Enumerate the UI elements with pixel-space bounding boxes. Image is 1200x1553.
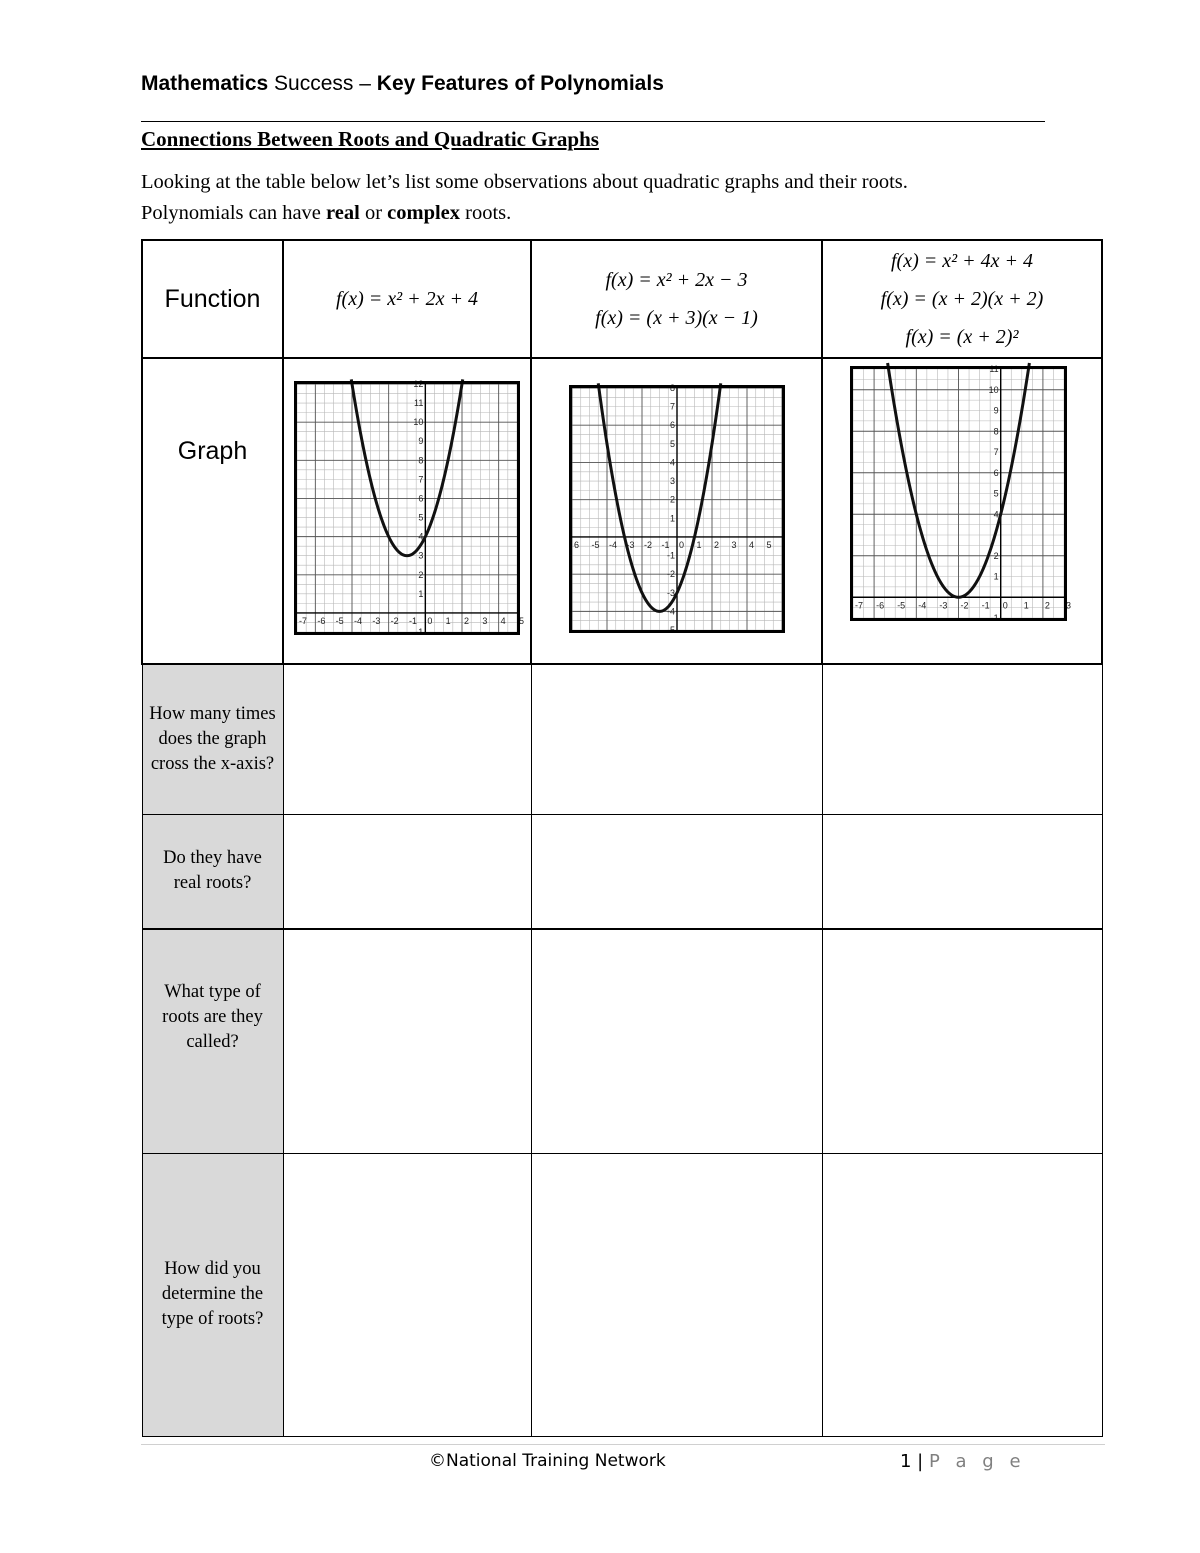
page-number: 1 [900, 1451, 912, 1472]
equation-3-line-1: f(x) = x² + 4x + 4 [891, 250, 1033, 272]
y-tick-label: -3 [666, 587, 675, 598]
y-tick-label: 4 [418, 531, 424, 542]
x-tick-label: -2 [390, 615, 399, 626]
x-tick-label: 5 [519, 615, 525, 626]
y-tick-label: -2 [666, 569, 675, 580]
graph-1-plot [294, 379, 525, 637]
document-header [141, 72, 664, 96]
y-tick-label: 6 [669, 420, 675, 431]
x-tick-label: -4 [609, 539, 618, 550]
determine-answer-3[interactable] [822, 1153, 1102, 1436]
minor-grid [297, 384, 517, 632]
x-tick-label: -4 [918, 600, 927, 611]
y-tick-label: 4 [993, 509, 999, 520]
function-row [142, 240, 1102, 358]
y-tick-label: -1 [666, 550, 675, 561]
y-tick-label: 5 [418, 512, 424, 523]
intro-real-word: real [326, 202, 360, 224]
intro-line-1: Looking at the table below let’s list some observations about quadratic graphs and their roots. [141, 171, 908, 193]
header-rule [141, 121, 1045, 122]
x-tick-label: 3 [482, 615, 488, 626]
graph-cell-3 [822, 358, 1102, 664]
function-cell-2 [531, 240, 822, 358]
footer-page [900, 1451, 1026, 1472]
y-tick-label: -1 [990, 613, 999, 623]
equation-3-line-3: f(x) = (x + 2)² [905, 326, 1019, 348]
intro-line-2-pre: Polynomials can have [141, 202, 327, 224]
x-tick-label: -7 [299, 615, 308, 626]
graph-cell-1 [283, 358, 531, 664]
y-tick-label: 8 [669, 383, 675, 393]
y-tick-label: 9 [993, 405, 999, 416]
y-tick-label: 7 [993, 447, 999, 457]
graph-label: Graph [142, 358, 283, 664]
x-tick-label: 4 [500, 615, 506, 626]
x-tick-label: 2 [714, 539, 720, 550]
footer-copyright: ©National Training Network [429, 1451, 666, 1471]
y-tick-label: 6 [993, 467, 999, 478]
y-tick-label: 5 [993, 488, 999, 499]
x-tick-label: 3 [731, 539, 737, 550]
graph-3-plot [850, 364, 1072, 623]
y-tick-label: 5 [669, 438, 675, 449]
footer-rule [141, 1444, 1105, 1445]
x-tick-label: -7 [855, 600, 864, 611]
function-label: Function [142, 240, 283, 358]
graph-row [142, 358, 1102, 664]
y-tick-label: 1 [993, 571, 999, 582]
y-tick-label: 11 [413, 398, 424, 409]
y-tick-label: 7 [669, 401, 675, 412]
real-answer-1[interactable] [283, 814, 531, 929]
y-tick-label: 2 [993, 550, 999, 561]
x-tick-label: 1 [696, 539, 702, 550]
x-tick-label: 1 [1023, 600, 1029, 611]
intro-or-word: or [359, 202, 388, 224]
x-tick-label: -6 [876, 600, 885, 611]
x-tick-label: -2 [960, 600, 969, 611]
x-tick-label: 0 [679, 539, 685, 550]
x-tick-label: -3 [939, 600, 948, 611]
y-tick-label: -4 [666, 606, 675, 617]
y-tick-label: 1 [418, 588, 424, 599]
x-tick-label: 1 [445, 615, 451, 626]
function-cell-3 [822, 240, 1102, 358]
determine-question: How did you determine the type of roots? [142, 1153, 283, 1436]
real-answer-3[interactable] [822, 814, 1102, 929]
type-answer-3[interactable] [822, 929, 1102, 1153]
determine-answer-1[interactable] [283, 1153, 531, 1436]
equation-2-line-1: f(x) = x² + 2x − 3 [605, 269, 748, 291]
header-topic: Key Features of Polynomials [376, 72, 664, 95]
y-tick-label: -1 [415, 627, 424, 637]
cross-row [142, 664, 1102, 814]
type-row [142, 929, 1102, 1153]
y-tick-label: 12 [413, 379, 424, 389]
y-tick-label: 3 [418, 550, 424, 561]
cross-answer-3[interactable] [822, 664, 1102, 814]
x-tick-label: -3 [372, 615, 381, 626]
section-title: Connections Between Roots and Quadratic Graphs [141, 127, 599, 151]
x-tick-label: 2 [1044, 600, 1050, 611]
y-tick-label: -5 [666, 625, 675, 635]
equation-1-line-1: f(x) = x² + 2x + 4 [336, 288, 478, 310]
y-tick-label: 10 [413, 417, 424, 428]
y-tick-label: 2 [669, 494, 675, 505]
header-success: Success – [268, 72, 377, 95]
x-tick-label: 0 [1002, 600, 1008, 611]
determine-row [142, 1153, 1102, 1436]
x-tick-label: 0 [427, 615, 433, 626]
x-tick-label: -3 [626, 539, 635, 550]
determine-answer-2[interactable] [531, 1153, 822, 1436]
type-answer-1[interactable] [283, 929, 531, 1153]
y-tick-label: 7 [418, 474, 424, 485]
equation-3-line-2: f(x) = (x + 2)(x + 2) [880, 288, 1044, 310]
x-tick-label: -4 [354, 615, 363, 626]
y-tick-label: 2 [418, 569, 424, 580]
real-row [142, 814, 1102, 929]
y-tick-label: 8 [418, 455, 424, 466]
observations-table [141, 239, 1103, 1437]
y-tick-label: 4 [669, 457, 675, 468]
x-tick-label: -6 [317, 615, 326, 626]
x-tick-label: 5 [766, 539, 772, 550]
x-tick-label: 2 [464, 615, 470, 626]
real-answer-2[interactable] [531, 814, 822, 929]
x-tick-label: -5 [591, 539, 600, 550]
y-tick-label: 8 [993, 426, 999, 437]
intro-line-2 [141, 198, 1061, 229]
equation-2-line-2: f(x) = (x + 3)(x − 1) [595, 307, 758, 329]
header-subject: Mathematics [141, 72, 269, 95]
y-tick-label: 6 [418, 493, 424, 504]
x-tick-label: -1 [661, 539, 670, 550]
x-tick-label: -1 [981, 600, 990, 611]
intro-complex-word: complex [387, 202, 461, 224]
type-question: What type of roots are they called? [142, 929, 283, 1153]
y-tick-label: 9 [418, 436, 424, 447]
x-tick-label: -1 [409, 615, 418, 626]
cross-question: How many times does the graph cross the x-axis? [142, 664, 283, 814]
x-tick-label: 4 [749, 539, 755, 550]
x-tick-label: 6 [574, 539, 580, 550]
y-tick-label: 10 [988, 384, 999, 395]
type-answer-2[interactable] [531, 929, 822, 1153]
page-separator: | [911, 1451, 929, 1472]
cross-answer-2[interactable] [531, 664, 822, 814]
x-tick-label: 3 [1066, 600, 1072, 611]
y-tick-label: 11 [989, 364, 999, 374]
x-tick-label: -5 [335, 615, 344, 626]
graph-2-plot [569, 385, 785, 633]
real-question: Do they have real roots? [142, 814, 283, 929]
y-tick-label: 1 [669, 513, 675, 524]
intro-paragraph [141, 167, 1061, 229]
page-word: P a g e [928, 1451, 1026, 1472]
function-cell-1 [283, 240, 531, 358]
graph-cell-2 [531, 358, 822, 664]
x-tick-label: -2 [644, 539, 653, 550]
intro-line-2-post: roots. [460, 202, 512, 224]
y-tick-label: 3 [669, 476, 675, 487]
x-tick-label: -5 [897, 600, 906, 611]
cross-answer-1[interactable] [283, 664, 531, 814]
